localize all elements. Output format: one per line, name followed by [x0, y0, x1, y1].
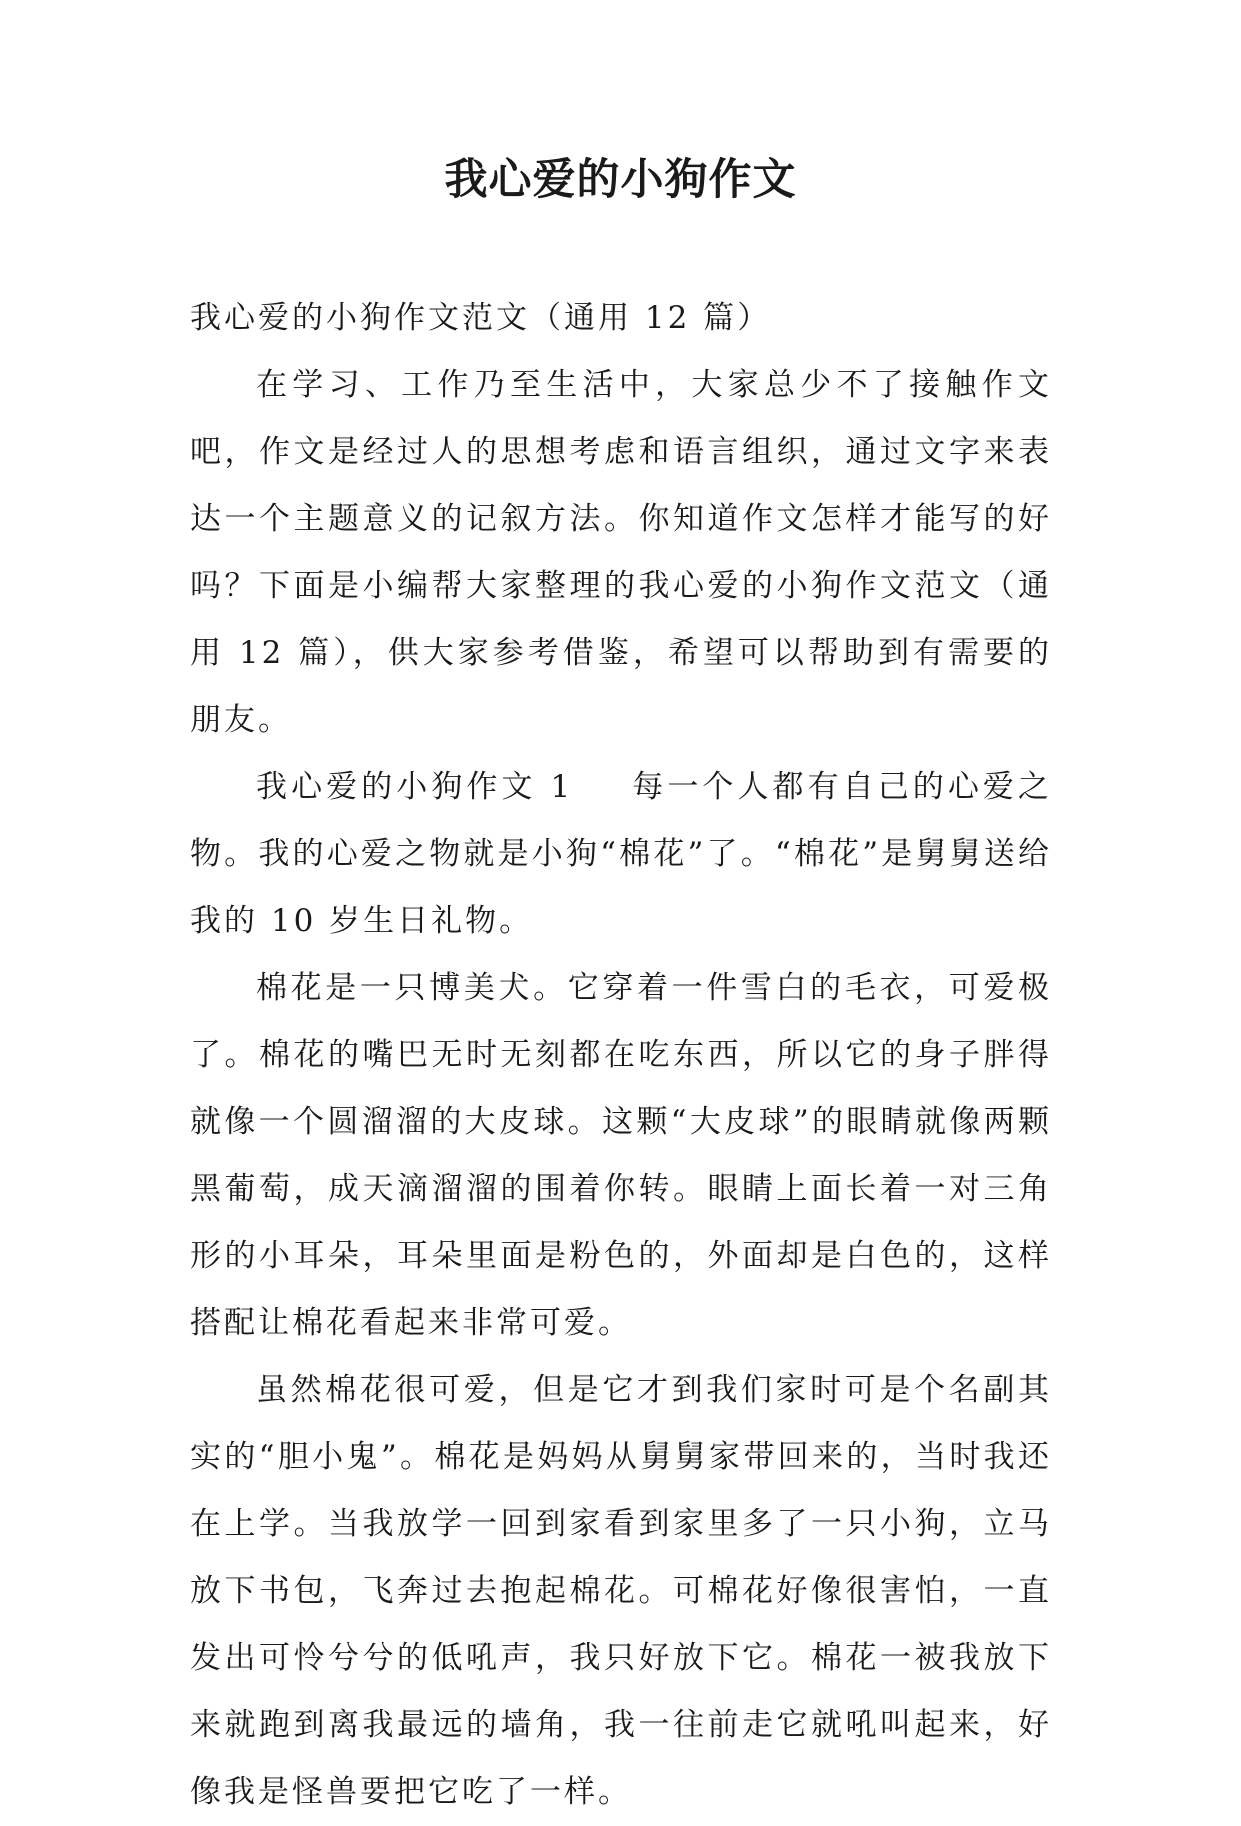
essay1-first-paragraph: [190, 754, 1052, 955]
subtitle-line: 我心爱的小狗作文范文（通用 12 篇）: [190, 300, 772, 336]
intro-paragraph: 在学习、工作乃至生活中，大家总少不了接触作文吧，作文是经过人的思想考虑和语言组织，通过文字来表达一个主题意义的记叙方法。你知道作文怎样才能写的好吗？下面是小编帮大家整理的我心爱的小狗作文范文（通用 12 篇），供大家参考借鉴，希望可以帮助到有需要的朋友。: [190, 367, 1052, 738]
document-body: [190, 285, 1052, 1826]
essay1-paragraph-1: 每一个人都有自己的心爱之物。我的心爱之物就是小狗“棉花”了。“棉花”是舅舅送给我的 10 岁生日礼物。: [190, 769, 1052, 939]
essay1-paragraph-2: 棉花是一只博美犬。它穿着一件雪白的毛衣，可爱极了。棉花的嘴巴无时无刻都在吃东西，所以它的身子胖得就像一个圆溜溜的大皮球。这颗“大皮球”的眼睛就像两颗黑葡萄，成天滴溜溜的围着你转。眼睛上面长着一对三角形的小耳朵，耳朵里面是粉色的，外面却是白色的，这样搭配让棉花看起来非常可爱。: [190, 970, 1052, 1341]
document-title: 我心爱的小狗作文: [444, 155, 797, 205]
essay1-paragraph-3: 虽然棉花很可爱，但是它才到我们家时可是个名副其实的“胆小鬼”。棉花是妈妈从舅舅家带回来的，当时我还在上学。当我放学一回到家看到家里多了一只小狗，立马放下书包，飞奔过去抱起棉花。可棉花好像很害怕，一直发出可怜兮兮的低吼声，我只好放下它。棉花一被我放下来就跑到离我最远的墙角，我一往前走它就吼叫起来，好像我是怪兽要把它吃了一样。: [190, 1372, 1052, 1810]
essay1-heading: 我心爱的小狗作文 1: [256, 769, 574, 805]
